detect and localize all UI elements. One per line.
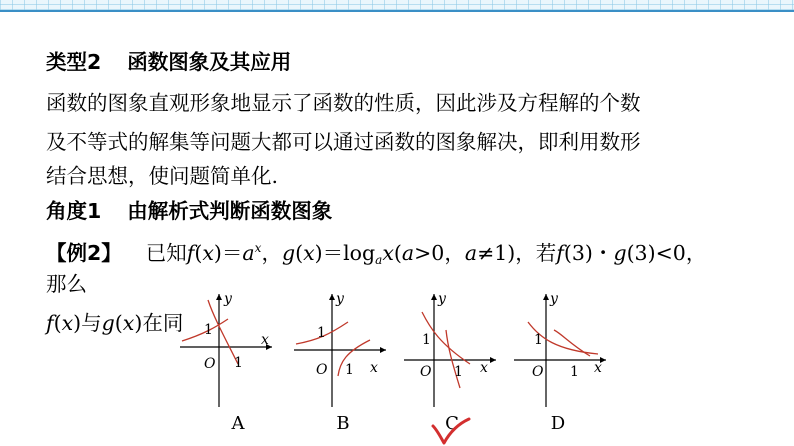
angle-label: 角度1 [46, 199, 102, 223]
section-heading [46, 48, 291, 76]
y-one-label: 1 [204, 322, 213, 338]
axis-y-label: y [438, 292, 446, 307]
example-tag: 【例2】 [46, 241, 122, 265]
func-f: f [46, 311, 54, 335]
header-rule [0, 10, 794, 12]
var-x: x [202, 241, 214, 265]
graph-option-b[interactable] [290, 292, 390, 410]
graph-option-a[interactable] [176, 292, 276, 410]
func-g: g [281, 241, 296, 265]
option-c-label[interactable]: C [445, 413, 459, 434]
log-base-a: a [375, 253, 383, 267]
option-d-label[interactable]: D [550, 413, 566, 434]
option-b-label[interactable]: B [336, 413, 350, 434]
param-a: a [401, 241, 415, 265]
angle-heading [46, 197, 332, 225]
origin-label: O [316, 362, 328, 378]
var-x: x [303, 241, 315, 265]
paragraph-line-1: 函数的图象直观形象地显示了函数的性质，因此涉及方程解的个数 [46, 91, 641, 115]
section-label: 类型2 [46, 50, 102, 74]
check-mark-icon [430, 413, 472, 446]
var-x: x [382, 241, 394, 265]
axis-x-label: x [370, 360, 378, 376]
origin-label: O [420, 364, 432, 380]
y-axis-arrow [543, 294, 549, 300]
example-question: 【例2】 已知$f(x)=a^x$，$g(x)=\log_ax(a>0$，a≠1)，若f(3)・g(3)<0， [46, 241, 707, 267]
inequality-text: (3)<0， [626, 241, 707, 265]
origin-label: O [532, 364, 544, 380]
var-x: x [122, 311, 135, 335]
condition-ne: ≠1)，若 [477, 241, 557, 265]
x-axis-arrow [490, 357, 496, 363]
origin-label: O [204, 356, 216, 372]
func-g: g [101, 311, 115, 335]
log-text: log [343, 241, 376, 265]
exponent-x: x [254, 241, 262, 255]
axis-x-label: x [261, 332, 269, 348]
header-stripe [0, 0, 794, 12]
func-g: g [613, 241, 627, 265]
in-text: 在同 [142, 311, 184, 335]
axis-x-label: x [594, 360, 602, 376]
y-one-label: 1 [422, 332, 431, 348]
x-one-label: 1 [570, 364, 579, 380]
log-curve [338, 340, 370, 376]
axis-y-label: y [550, 292, 558, 307]
graph-option-d[interactable] [510, 292, 610, 410]
axis-x-label: x [480, 360, 488, 376]
y-axis-arrow [329, 294, 335, 300]
equals-sign: ＝ [322, 241, 344, 265]
condition-gt: >0， [414, 241, 465, 265]
y-one-label: 1 [317, 325, 326, 341]
axis-y-label: y [336, 292, 344, 307]
base-a: a [242, 241, 255, 265]
param-a: a [464, 241, 478, 265]
equals-sign: ＝ [221, 241, 243, 265]
x-one-label: 1 [345, 362, 354, 378]
x-one-label: 1 [454, 364, 463, 380]
var-x: x [61, 311, 74, 335]
product-text: (3)・ [563, 241, 614, 265]
paragraph-line-2: 及不等式的解集等问题大都可以通过函数的图象解决，即利用数形 [46, 130, 641, 154]
log-curve [554, 330, 590, 356]
x-axis-arrow [380, 347, 386, 353]
x-one-label: 1 [234, 355, 243, 371]
y-one-label: 1 [534, 332, 543, 348]
header-grid-pattern [0, 0, 794, 10]
separator: ， [261, 241, 282, 265]
angle-title: 由解析式判断函数图象 [127, 199, 333, 223]
y-axis-arrow [431, 294, 437, 300]
axis-y-label: y [224, 292, 232, 307]
graph-option-c[interactable] [400, 292, 500, 410]
func-f: f [556, 241, 564, 265]
example-line-2: 那么 [46, 272, 87, 296]
y-axis-arrow [216, 294, 222, 300]
example-line-3: f(x)与g(x)在同 [46, 311, 184, 335]
question-text: 已知 [145, 241, 187, 265]
section-title: 函数图象及其应用 [127, 50, 292, 74]
paragraph-line-3: 结合思想，使问题简单化. [46, 164, 279, 188]
option-a-label[interactable]: A [231, 413, 245, 434]
and-text: 与 [81, 311, 102, 335]
func-f: f [186, 241, 195, 265]
